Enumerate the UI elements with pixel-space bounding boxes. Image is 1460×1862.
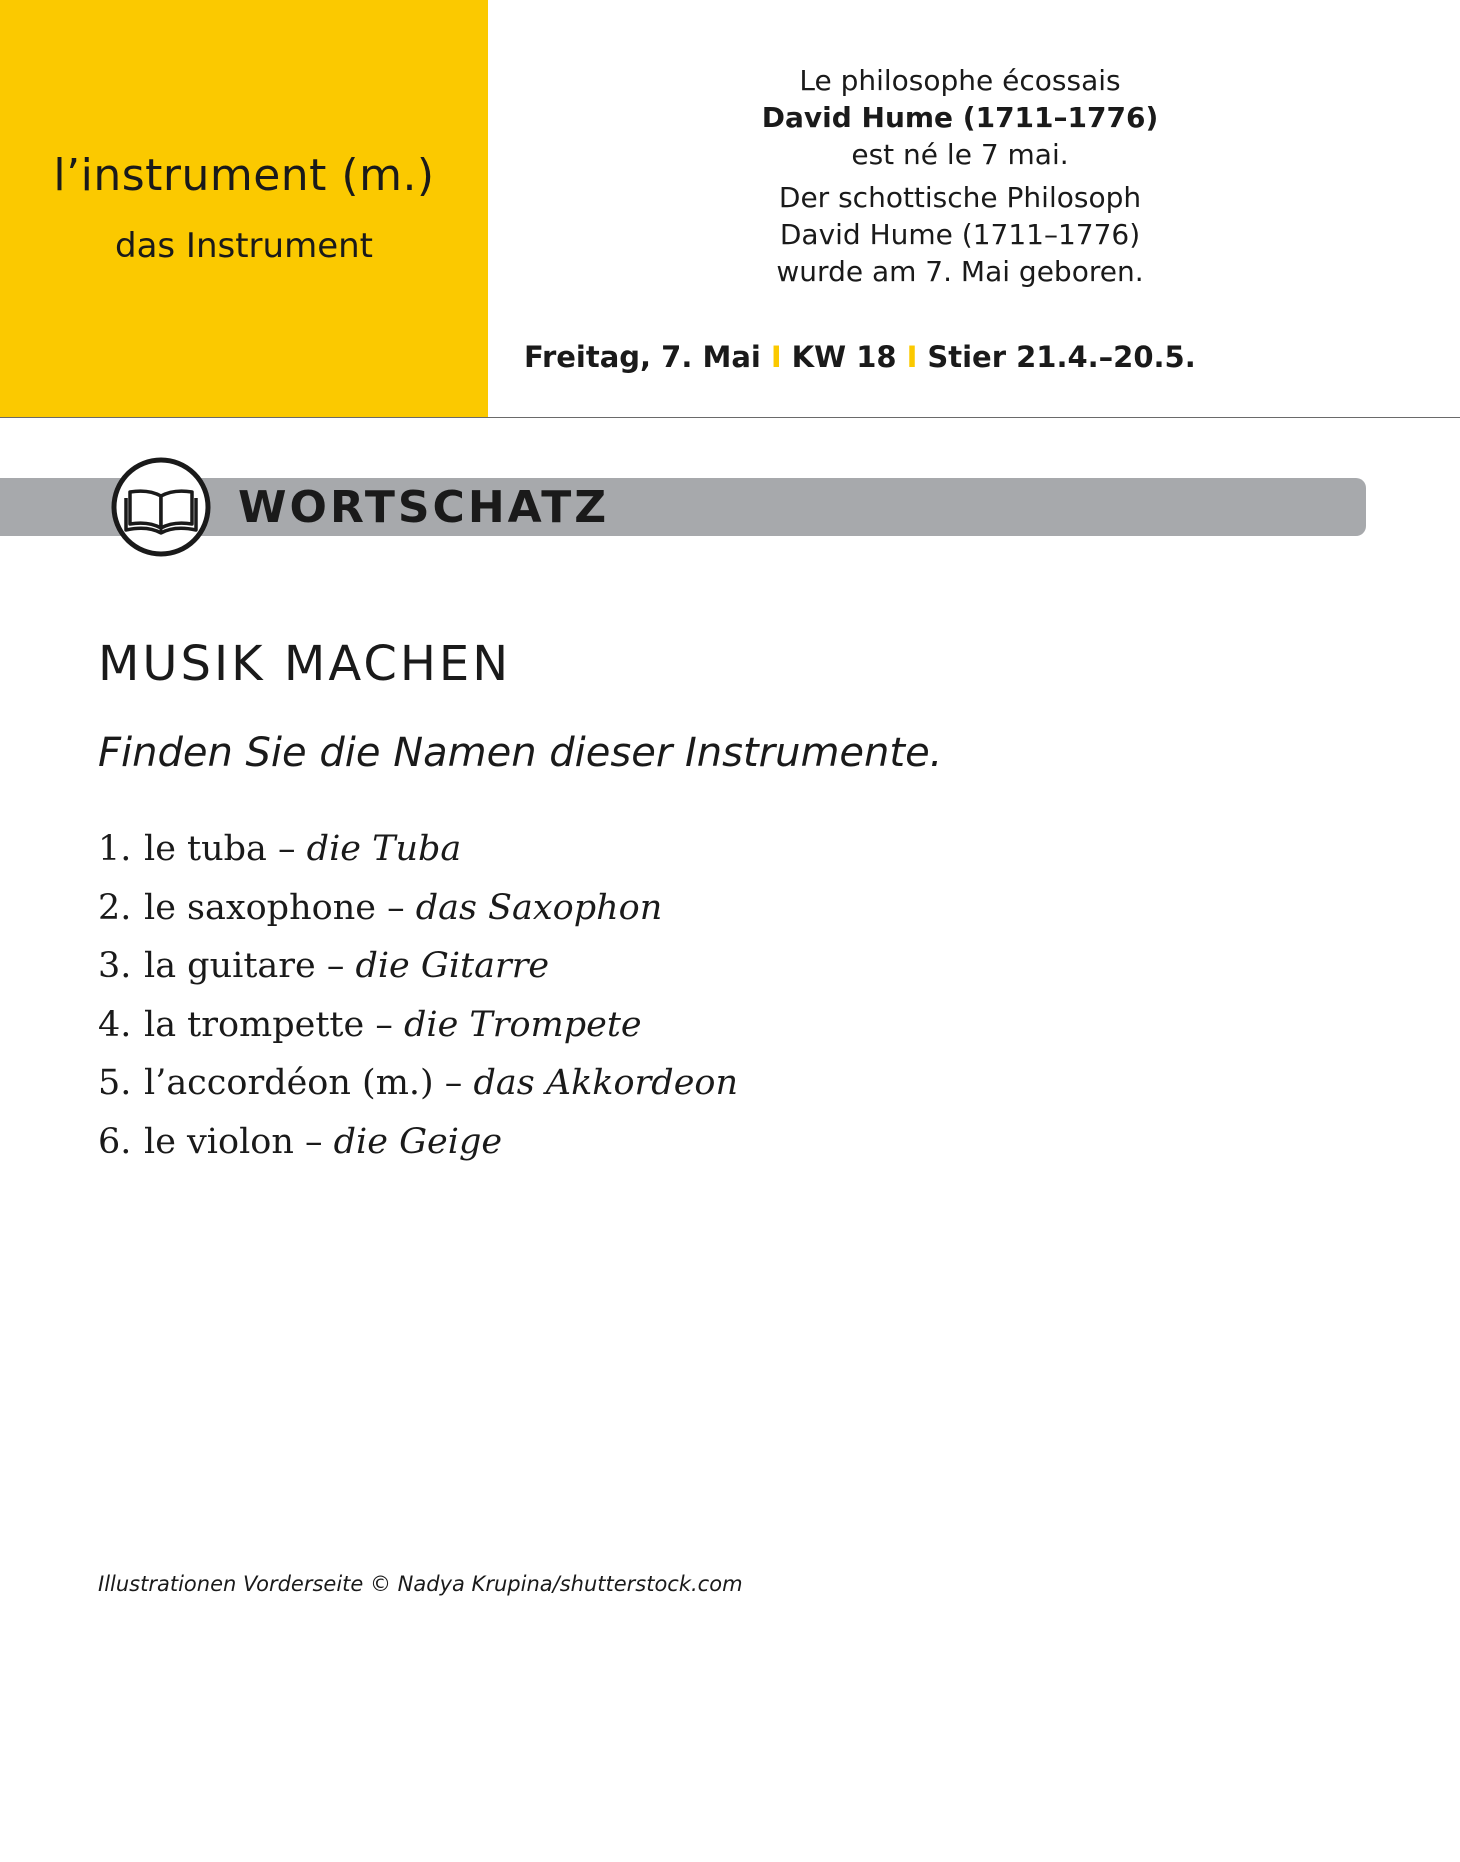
daily-fact	[740, 62, 1180, 290]
item-number: 2.	[98, 887, 132, 928]
word-french: l’instrument (m.)	[53, 150, 435, 201]
list-item	[98, 937, 738, 996]
word-of-day-box	[0, 0, 488, 418]
item-french: le violon –	[144, 1121, 334, 1162]
header-divider	[0, 417, 1460, 418]
word-german: das Instrument	[114, 226, 373, 266]
item-number: 5.	[98, 1063, 132, 1103]
vocab-list	[98, 820, 738, 1171]
date-week: KW 18	[791, 340, 897, 374]
item-german: die Trompete	[403, 1004, 642, 1045]
item-number: 1.	[98, 829, 132, 869]
item-german: das Akkordeon	[473, 1063, 739, 1103]
fact-fr-line-2: David Hume (1711–1776)	[761, 101, 1159, 134]
item-german: das Saxophon	[415, 887, 663, 928]
fact-de-line-2: David Hume (1711–1776)	[779, 218, 1141, 251]
fact-de-line-1: Der schottische Philosoph	[778, 181, 1142, 214]
date-separator: I	[906, 340, 918, 374]
section-title: WORTSCHATZ	[238, 482, 610, 533]
exercise-instruction: Finden Sie die Namen dieser Instrumente.	[98, 730, 943, 776]
date-day: Freitag, 7. Mai	[524, 340, 761, 374]
topic-heading: MUSIK MACHEN	[98, 636, 512, 692]
list-item	[98, 996, 738, 1055]
date-zodiac: Stier 21.4.–20.5.	[927, 340, 1196, 374]
date-separator: I	[770, 340, 782, 374]
list-item	[98, 879, 738, 938]
item-french: le saxophone –	[144, 887, 416, 928]
date-line	[524, 340, 1196, 374]
item-french: la trompette –	[144, 1004, 404, 1045]
item-french: le tuba –	[144, 829, 307, 869]
fact-fr-line-3: est né le 7 mai.	[851, 138, 1069, 171]
fact-de-line-3: wurde am 7. Mai geboren.	[776, 255, 1144, 288]
item-german: die Gitarre	[355, 946, 550, 986]
item-number: 3.	[98, 946, 132, 986]
item-german: die Tuba	[306, 829, 462, 869]
list-item	[98, 1054, 738, 1113]
item-french: la guitare –	[144, 946, 356, 986]
list-item	[98, 820, 738, 879]
item-number: 6.	[98, 1121, 132, 1162]
item-german: die Geige	[333, 1121, 503, 1162]
fact-fr-line-1: Le philosophe écossais	[799, 64, 1121, 97]
image-credit: Illustrationen Vorderseite © Nadya Krupina/shutterstock.com	[98, 1572, 743, 1596]
book-icon	[110, 456, 212, 558]
item-french: l’accordéon (m.) –	[144, 1063, 474, 1103]
item-number: 4.	[98, 1004, 132, 1045]
list-item	[98, 1113, 738, 1172]
